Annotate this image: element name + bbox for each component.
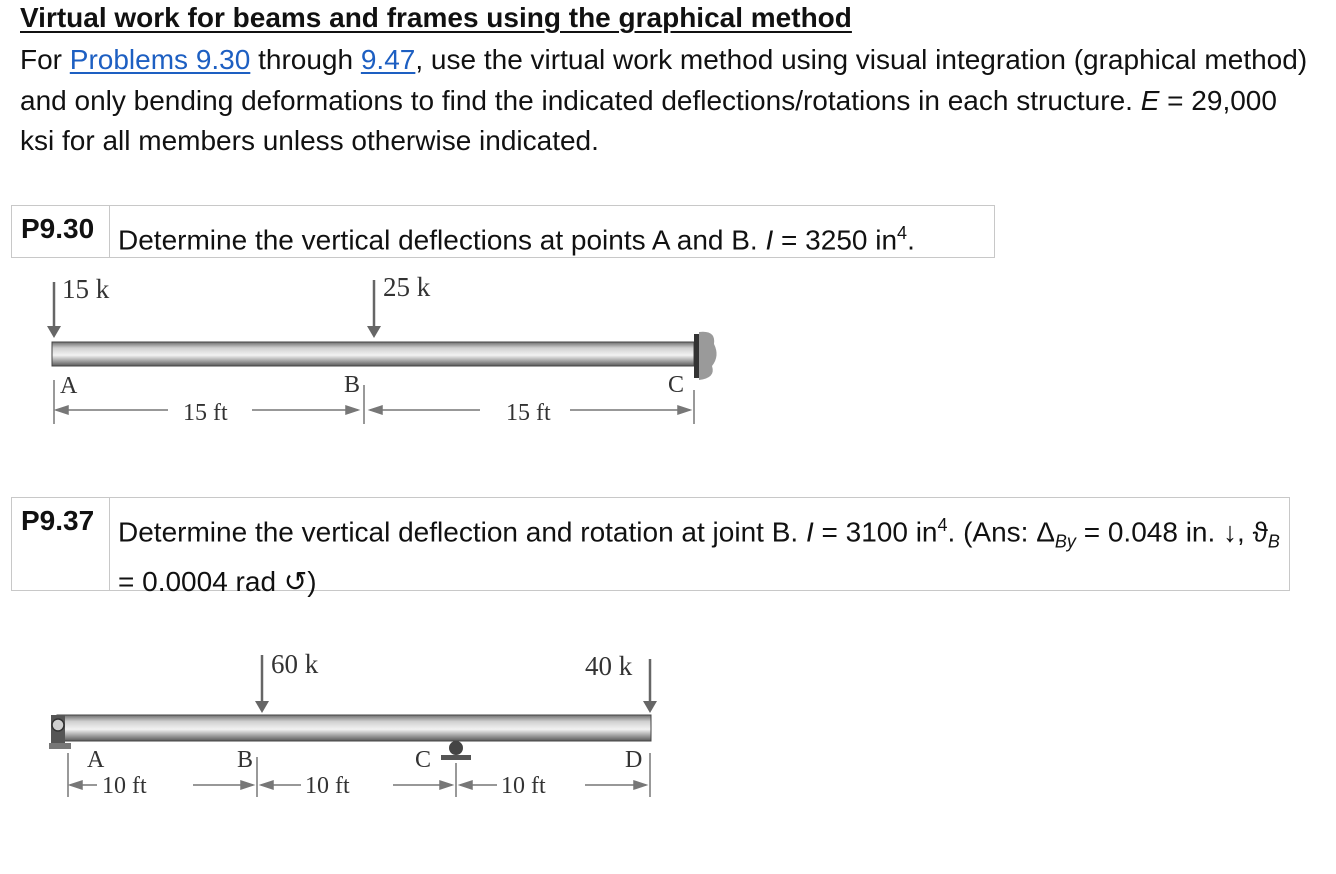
load-label: 25 k bbox=[383, 272, 431, 302]
modulus-symbol: E bbox=[1140, 84, 1160, 116]
dimension-label: 15 ft bbox=[506, 400, 551, 426]
dimension-label: 10 ft bbox=[501, 773, 546, 799]
roller-support-c bbox=[441, 741, 471, 760]
load-label: 15 k bbox=[62, 274, 110, 304]
problem-9-47-link[interactable]: 9.47 bbox=[360, 44, 416, 75]
point-label: B bbox=[344, 372, 361, 398]
intro-text: = 29,000 ksi for all members unless otherwise indicated. bbox=[20, 84, 1277, 156]
section-heading: Virtual work for beams and frames using the graphical method bbox=[20, 2, 852, 33]
intro-text: For bbox=[20, 44, 70, 75]
fixed-wall bbox=[694, 334, 699, 378]
load-arrow-a bbox=[47, 282, 61, 338]
problem-statement: Determine the vertical deflections at points A and B. I = 3250 $in^4$. bbox=[118, 223, 915, 256]
point-label: D bbox=[625, 747, 643, 773]
load-label: 60 k bbox=[271, 649, 319, 679]
point-label: A bbox=[87, 747, 105, 773]
wall-hatch bbox=[699, 332, 717, 380]
dimension-label: 15 ft bbox=[183, 400, 228, 426]
beam bbox=[52, 342, 694, 366]
load-label: 40 k bbox=[585, 651, 633, 681]
intro-paragraph bbox=[20, 40, 1310, 162]
problem-number: P9.30 bbox=[12, 206, 110, 257]
dimension-lines bbox=[54, 380, 694, 424]
dimension-label: 10 ft bbox=[305, 773, 350, 799]
point-label: C bbox=[668, 372, 685, 398]
problems-9-30-link[interactable]: Problems 9.30 bbox=[69, 44, 251, 75]
load-arrow-d bbox=[643, 659, 657, 713]
load-arrow-b bbox=[255, 655, 269, 713]
dimension-lines bbox=[68, 753, 650, 797]
intro-text: through bbox=[250, 44, 361, 75]
problem-statement: Determine the vertical deflection and rotation at joint B. I = 3100 $in^4$. (Ans: $\Delta_{By} = 0.048$ in. ↓, $ϑ_B = 0.0004$ rad ↺) bbox=[118, 515, 1280, 597]
load-arrow-b bbox=[367, 280, 381, 338]
dimension-label: 10 ft bbox=[102, 773, 147, 799]
intro-text: , use the virtual work method using visual integration (graphical method) and only bending deformations to find the indicated deflections/rotations in each structure. bbox=[20, 44, 1308, 116]
beam-figure-p9-30 bbox=[40, 270, 730, 440]
beam bbox=[57, 715, 651, 741]
problem-number: P9.37 bbox=[12, 498, 110, 590]
point-label: A bbox=[60, 373, 78, 399]
point-label: C bbox=[415, 747, 432, 773]
problem-9-37-row bbox=[11, 497, 1290, 597]
beam-figure-p9-37 bbox=[45, 645, 665, 810]
problem-9-30-row bbox=[11, 205, 995, 258]
point-label: B bbox=[237, 747, 254, 773]
